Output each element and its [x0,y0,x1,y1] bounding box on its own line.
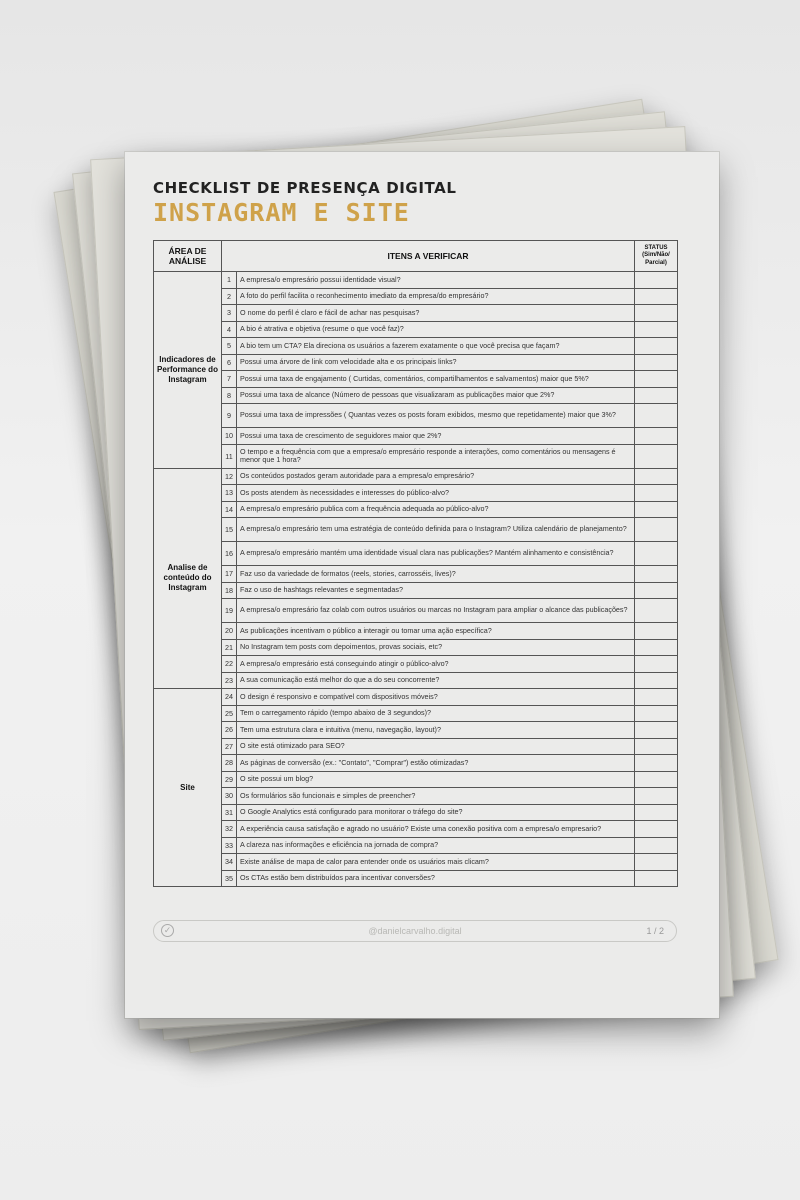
status-cell[interactable] [635,771,678,788]
item-text: Faz o uso de hashtags relevantes e segmentadas? [237,582,635,599]
status-cell[interactable] [635,870,678,887]
item-number: 33 [222,837,237,854]
item-number: 25 [222,705,237,722]
table-row [154,542,678,566]
item-text: A experiência causa satisfação e agrado no usuário? Existe uma conexão positiva com a empresa/o empresario? [237,821,635,838]
item-number: 19 [222,599,237,623]
item-number: 22 [222,656,237,673]
status-cell[interactable] [635,582,678,599]
table-row [154,371,678,388]
table-header-row [154,241,678,272]
item-text: Possui uma taxa de crescimento de seguidores maior que 2%? [237,428,635,445]
area-cell: Site [154,689,222,887]
item-text: Faz uso da variedade de formatos (reels, stories, carrosséis, lives)? [237,566,635,583]
footer-handle: @danielcarvalho.digital [368,926,462,936]
status-cell[interactable] [635,672,678,689]
item-number: 8 [222,387,237,404]
item-number: 12 [222,468,237,485]
table-row [154,582,678,599]
check-circle-icon: ✓ [161,924,174,937]
item-number: 13 [222,485,237,502]
table-row [154,468,678,485]
item-number: 28 [222,755,237,772]
status-cell[interactable] [635,501,678,518]
table-row [154,821,678,838]
item-number: 32 [222,821,237,838]
item-text: A empresa/o empresário mantém uma identidade visual clara nas publicações? Mantém alinhamento e consistência? [237,542,635,566]
item-number: 2 [222,288,237,305]
status-cell[interactable] [635,656,678,673]
status-cell[interactable] [635,821,678,838]
table-row [154,837,678,854]
item-number: 10 [222,428,237,445]
item-number: 17 [222,566,237,583]
status-cell[interactable] [635,788,678,805]
table-row [154,804,678,821]
status-cell[interactable] [635,354,678,371]
item-text: Possui uma taxa de engajamento ( Curtidas, comentários, compartilhamentos e salvamentos) maior que 5%? [237,371,635,388]
item-text: Tem uma estrutura clara e intuitiva (menu, navegação, layout)? [237,722,635,739]
item-number: 26 [222,722,237,739]
area-cell: Indicadores de Performance do Instagram [154,272,222,469]
status-cell[interactable] [635,371,678,388]
item-text: Possui uma taxa de alcance (Número de pessoas que visualizaram as publicações maior que 2%? [237,387,635,404]
status-cell[interactable] [635,387,678,404]
status-cell[interactable] [635,272,678,289]
status-cell[interactable] [635,689,678,706]
table-row [154,722,678,739]
item-text: Os CTAs estão bem distribuídos para incentivar conversões? [237,870,635,887]
item-number: 14 [222,501,237,518]
status-cell[interactable] [635,623,678,640]
item-text: O tempo e a frequência com que a empresa/o empresário responde a interações, como comentários ou mensagens é menor que 1 hora? [237,444,635,468]
table-row [154,672,678,689]
item-number: 29 [222,771,237,788]
page-title: CHECKLIST DE PRESENÇA DIGITAL [153,179,457,197]
table-row [154,272,678,289]
item-number: 3 [222,305,237,322]
col-header-area: ÁREA DE ANÁLISE [154,241,222,272]
item-text: A empresa/o empresário publica com a frequência adequada ao público-alvo? [237,501,635,518]
table-row [154,321,678,338]
item-number: 21 [222,639,237,656]
item-number: 30 [222,788,237,805]
table-row [154,689,678,706]
page-number: 1 / 2 [646,926,664,936]
table-row [154,518,678,542]
status-cell[interactable] [635,288,678,305]
item-text: Possui uma árvore de link com velocidade alta e os principais links? [237,354,635,371]
area-cell: Analise de conteúdo do Instagram [154,468,222,689]
table-row [154,738,678,755]
table-row [154,501,678,518]
status-cell[interactable] [635,321,678,338]
table-row [154,387,678,404]
item-text: A clareza nas informações e eficiência na jornada de compra? [237,837,635,854]
checklist-table [153,240,678,887]
page-footer [153,920,677,942]
col-header-items: ITENS A VERIFICAR [222,241,635,272]
table-row [154,566,678,583]
table-row [154,854,678,871]
item-text: A empresa/o empresário faz colab com outros usuários ou marcas no Instagram para ampliar o alcance das publicações? [237,599,635,623]
status-cell[interactable] [635,738,678,755]
page-subtitle: INSTAGRAM E SITE [153,198,410,227]
item-number: 15 [222,518,237,542]
table-row [154,444,678,468]
status-cell[interactable] [635,804,678,821]
item-text: Os posts atendem às necessidades e interesses do público-alvo? [237,485,635,502]
item-text: Possui uma taxa de impressões ( Quantas vezes os posts foram exibidos, mesmo que repetidamente) maior que 3%? [237,404,635,428]
item-text: No Instagram tem posts com depoimentos, provas sociais, etc? [237,639,635,656]
item-text: A empresa/o empresário está conseguindo atingir o público-alvo? [237,656,635,673]
item-number: 23 [222,672,237,689]
item-number: 20 [222,623,237,640]
item-text: A empresa/o empresário possui identidade visual? [237,272,635,289]
status-cell[interactable] [635,485,678,502]
item-text: As publicações incentivam o público a interagir ou tomar uma ação específica? [237,623,635,640]
item-text: O site está otimizado para SEO? [237,738,635,755]
status-cell[interactable] [635,305,678,322]
item-text: A bio é atrativa e objetiva (resume o que você faz)? [237,321,635,338]
table-row [154,428,678,445]
item-number: 6 [222,354,237,371]
status-cell[interactable] [635,428,678,445]
item-text: A empresa/o empresário tem uma estratégia de conteúdo definida para o Instagram? Utiliza calendário de planejamento? [237,518,635,542]
table-row [154,354,678,371]
item-text: Os conteúdos postados geram autoridade para a empresa/o empresário? [237,468,635,485]
table-row [154,870,678,887]
item-number: 27 [222,738,237,755]
item-number: 24 [222,689,237,706]
status-cell[interactable] [635,404,678,428]
col-header-status: STATUS (Sim/Não/ Parcial) [635,241,678,272]
item-number: 34 [222,854,237,871]
status-cell[interactable] [635,854,678,871]
item-text: Existe análise de mapa de calor para entender onde os usuários mais clicam? [237,854,635,871]
item-text: O nome do perfil é claro e fácil de achar nas pesquisas? [237,305,635,322]
table-row [154,599,678,623]
item-text: As páginas de conversão (ex.: "Contato", "Comprar") estão otimizadas? [237,755,635,772]
item-text: O Google Analytics está configurado para monitorar o tráfego do site? [237,804,635,821]
table-row [154,788,678,805]
item-number: 1 [222,272,237,289]
item-number: 11 [222,444,237,468]
status-cell[interactable] [635,338,678,355]
item-number: 4 [222,321,237,338]
item-text: A bio tem um CTA? Ela direciona os usuários a fazerem exatamente o que você precisa que façam? [237,338,635,355]
checklist-page [125,152,719,1018]
table-row [154,338,678,355]
item-text: O site possui um blog? [237,771,635,788]
status-cell[interactable] [635,468,678,485]
table-row [154,288,678,305]
item-number: 16 [222,542,237,566]
item-text: Tem o carregamento rápido (tempo abaixo de 3 segundos)? [237,705,635,722]
item-text: Os formulários são funcionais e simples de preencher? [237,788,635,805]
status-cell[interactable] [635,599,678,623]
item-number: 31 [222,804,237,821]
item-text: O design é responsivo e compatível com dispositivos móveis? [237,689,635,706]
status-cell[interactable] [635,755,678,772]
table-row [154,656,678,673]
status-cell[interactable] [635,722,678,739]
item-number: 18 [222,582,237,599]
table-row [154,305,678,322]
status-cell[interactable] [635,518,678,542]
table-row [154,404,678,428]
status-cell[interactable] [635,542,678,566]
table-row [154,485,678,502]
status-cell[interactable] [635,444,678,468]
item-number: 5 [222,338,237,355]
item-text: A foto do perfil facilita o reconhecimento imediato da empresa/do empresário? [237,288,635,305]
item-number: 9 [222,404,237,428]
item-number: 7 [222,371,237,388]
item-text: A sua comunicação está melhor do que a do seu concorrente? [237,672,635,689]
status-cell[interactable] [635,705,678,722]
item-number: 35 [222,870,237,887]
status-cell[interactable] [635,837,678,854]
table-row [154,755,678,772]
status-cell[interactable] [635,566,678,583]
table-row [154,623,678,640]
checklist-body [154,272,678,887]
table-row [154,771,678,788]
table-row [154,705,678,722]
table-row [154,639,678,656]
status-cell[interactable] [635,639,678,656]
